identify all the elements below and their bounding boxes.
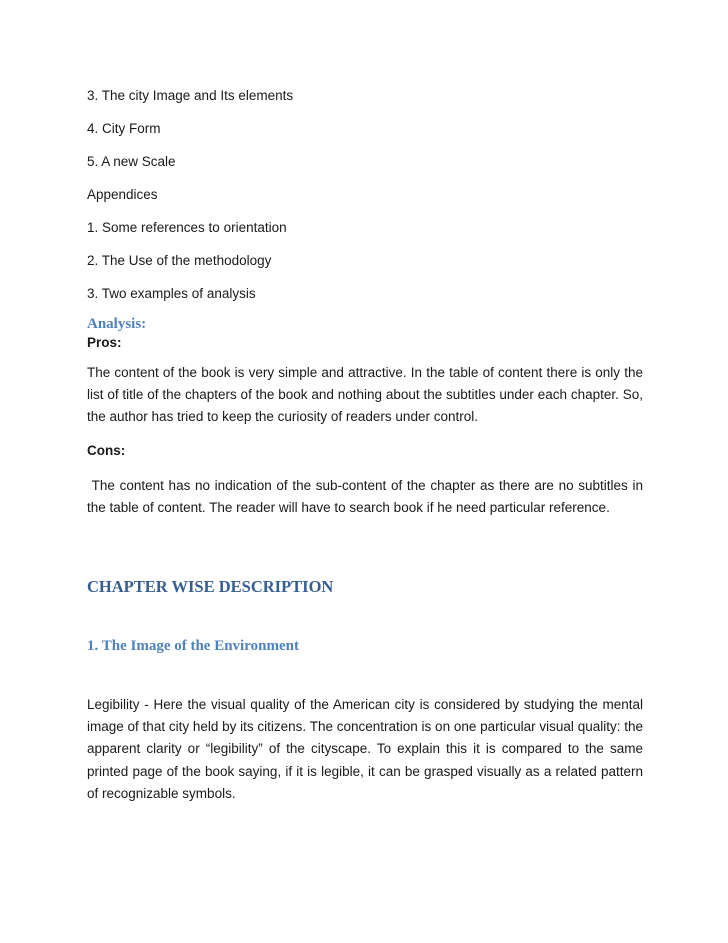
- toc-item: 1. Some references to orientation: [87, 220, 287, 235]
- toc-appendices-label: Appendices: [87, 187, 158, 202]
- analysis-heading: Analysis:: [87, 316, 147, 332]
- toc-item: 5. A new Scale: [87, 154, 176, 169]
- cons-label: Cons:: [87, 442, 126, 458]
- toc-item: 2. The Use of the methodology: [87, 253, 272, 268]
- pros-paragraph: The content of the book is very simple and attractive. In the table of content there is only the list of title of the chapters of the book and nothing about the subtitles under each chapter. So, the author has tried to keep the curiosity of readers under control.: [87, 365, 643, 425]
- chapter-wise-heading: CHAPTER WISE DESCRIPTION: [87, 577, 334, 597]
- legibility-paragraph: Legibility - Here the visual quality of the American city is considered by studying the mental image of that city held by its citizens. The concentration is on one particular visual quality: the apparent clarity or “legibility” of the cityscape. To explain this it is compared to the same printed page of the book saying, if it is legible, it can be grasped visually as a related pattern of recognizable symbols.: [87, 697, 643, 801]
- toc-item: 4. City Form: [87, 121, 161, 136]
- toc-item: 3. The city Image and Its elements: [87, 88, 294, 103]
- section-heading: 1. The Image of the Environment: [87, 638, 299, 655]
- pros-label: Pros:: [87, 335, 122, 350]
- toc-item: 3. Two examples of analysis: [87, 286, 256, 301]
- cons-paragraph: The content has no indication of the sub-content of the chapter as there are no subtitles in the table of content. The reader will have to search book if he need particular reference.: [87, 477, 647, 515]
- document-content: [87, 86, 647, 805]
